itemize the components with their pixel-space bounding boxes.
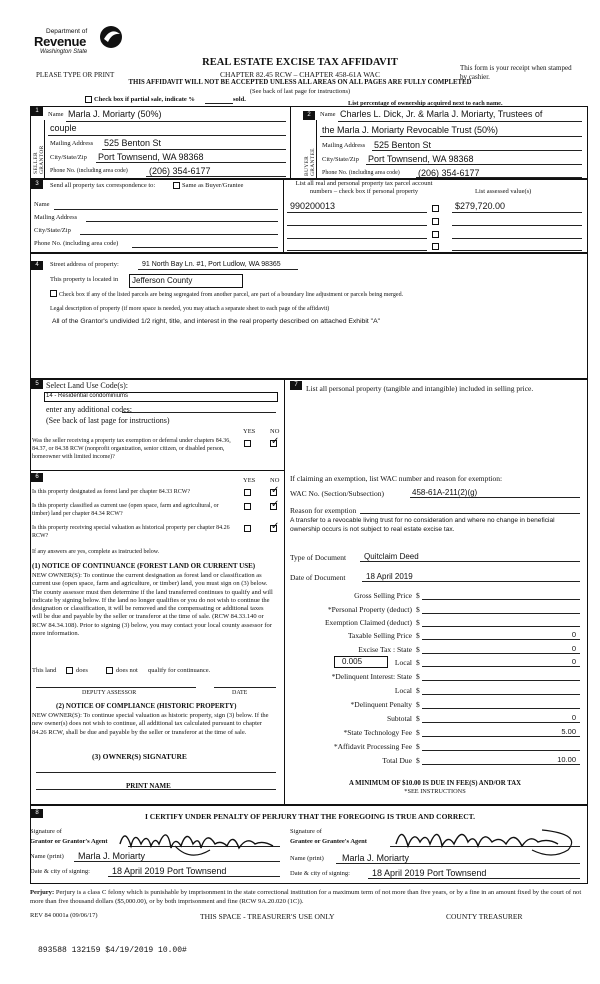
section-4-num: 4 — [31, 261, 43, 270]
grantor-date[interactable]: 18 April 2019 Port Townsend — [112, 866, 227, 876]
s6-q2-yes[interactable] — [244, 503, 251, 510]
s6-q3-yes[interactable] — [244, 525, 251, 532]
buyer-city-label: City/State/Zip — [322, 156, 359, 163]
grantor-sig-label2: Grantor or Grantor's Agent — [30, 838, 108, 845]
tax-label-affidavit: *Affidavit Processing Fee — [333, 742, 412, 751]
buyer-mail[interactable]: 525 Benton St — [374, 140, 432, 150]
wac-value[interactable]: 458-61A-211(2)(g) — [412, 488, 478, 497]
buyer-phone-label: Phone No. (including area code) — [322, 170, 400, 176]
s6-q2-no[interactable] — [270, 503, 277, 510]
tax-label-subtotal: Subtotal — [386, 714, 412, 723]
buyer-mail-label: Mailing Address — [322, 142, 366, 149]
compliance-text: NEW OWNER(S): To continue special valuation as historic property, sign (3) below. If the new owner(s) does not wish to continue, all additional tax calculated pursuant to chapter 84.26 RCW, shall be due and payable by the seller or transferor at the time of sale. — [32, 712, 269, 736]
tax-line-delinq-pen — [422, 708, 580, 709]
section-6-num: 6 — [31, 473, 43, 482]
corr-mail-label: Mailing Address — [34, 214, 78, 221]
parcel-number[interactable]: 990200013 — [290, 201, 336, 211]
tax-line-personal — [422, 613, 580, 614]
personal-property-checkbox-1[interactable] — [432, 205, 439, 212]
sold-label: sold. — [233, 96, 246, 103]
section-4-box — [30, 252, 588, 380]
reason-value[interactable]: A transfer to a revocable living trust for no consideration and where no change in beneficial ownership occurs is not subject to real estate excise tax. — [290, 517, 555, 533]
buyer-name[interactable]: Charles L. Dick, Jr. & Marla J. Moriarty, Trustees of — [340, 109, 543, 119]
tax-line-delinq-local — [422, 694, 580, 695]
s6-q1-no[interactable] — [270, 489, 277, 496]
tax-line-taxable — [422, 639, 580, 640]
tax-label-delinq-int: *Delinquent Interest: State — [331, 672, 412, 681]
tax-value-excise-state[interactable]: 0 — [571, 644, 576, 653]
dor-line1: Department of — [46, 28, 88, 35]
perjury-text — [30, 888, 586, 906]
grantor-name-label: Name (print) — [30, 853, 64, 860]
tax-line-excise-state — [422, 653, 580, 654]
tax-line-gross — [422, 599, 580, 600]
seller-mail-label: Mailing Address — [50, 140, 94, 147]
receipt-note: This form is your receipt when stamped by cashier. — [460, 64, 572, 81]
tax-line-subtotal — [422, 722, 580, 723]
legal-value[interactable]: All of the Grantor's undivided 1/2 right, title, and interest in the real property described on attached Exhibit "A" — [52, 318, 381, 325]
reason-label: Reason for exemption — [290, 506, 357, 515]
same-as-buyer-checkbox[interactable] — [173, 182, 180, 189]
section-7-num: 7 — [290, 381, 302, 390]
tax-value-tech[interactable]: 5.00 — [561, 727, 576, 736]
ownership-note: List percentage of ownership acquired next to each name. — [348, 100, 503, 107]
buyer-city[interactable]: Port Townsend, WA 98368 — [368, 154, 474, 164]
partial-sale-checkbox[interactable] — [85, 96, 92, 103]
land-use-value[interactable]: 14 - Residential condominiums — [46, 393, 129, 399]
dor-line3: Washington State — [40, 49, 88, 55]
form-title: REAL ESTATE EXCISE TAX AFFIDAVIT — [202, 57, 398, 68]
section-2-num: 2 — [303, 111, 315, 120]
tax-currency-taxable: $ — [416, 631, 420, 640]
buyer-name-label: Name — [320, 111, 336, 118]
s6-yes: YES — [243, 477, 256, 484]
tax-currency-excise-state: $ — [416, 645, 420, 654]
tax-currency-delinq-pen: $ — [416, 700, 420, 709]
segregated-label: Check box if any of the listed parcels are being segregated from another parcel, are part of a boundary line adjustment or parcels being merged. — [59, 292, 404, 298]
tax-label-gross: Gross Selling Price — [354, 591, 412, 600]
this-land-label: This land — [32, 667, 57, 674]
deputy-assessor: DEPUTY ASSESSOR — [82, 690, 137, 696]
form-warning: THIS AFFIDAVIT WILL NOT BE ACCEPTED UNLESS ALL AREAS ON ALL PAGES ARE FULLY COMPLETED — [128, 79, 472, 86]
see-back-5: (See back of last page for instructions) — [46, 416, 170, 425]
exemption-prompt: If claiming an exemption, list WAC number and reason for exemption: — [290, 474, 503, 483]
grantee-name[interactable]: Marla J. Moriarty — [342, 853, 410, 863]
tax-currency-delinq-local: $ — [416, 686, 420, 695]
corr-phone-label: Phone No. (including area code) — [34, 240, 119, 247]
doc-type-label: Type of Document — [290, 553, 347, 562]
personal-property-checkbox-4[interactable] — [432, 243, 439, 250]
s5-yes-checkbox[interactable] — [244, 440, 251, 447]
tax-line-local — [422, 666, 580, 667]
parcel-header: List all real and personal property tax parcel account numbers – check box if personal property — [295, 180, 433, 195]
tax-currency-delinq-int: $ — [416, 672, 420, 681]
s6-q1: Is this property designated as forest land per chapter 84.33 RCW? — [32, 489, 191, 495]
street-value[interactable]: 91 North Bay Ln. #1, Port Ludlow, WA 98365 — [142, 261, 281, 268]
tax-value-total[interactable]: 10.00 — [557, 755, 576, 764]
county-value[interactable]: Jefferson County — [132, 276, 193, 285]
seller-side-label: SELLER GRANTOR — [33, 145, 45, 174]
qualify-label: qualify for continuance. — [148, 667, 211, 674]
grantee-date[interactable]: 18 April 2019 Port Townsend — [372, 868, 487, 878]
continuance-text: NEW OWNER(S): To continue the current designation as forest land or classification as current use (open space, farm and agriculture, or timber) land, you must sign on (3) below. The county assessor must then determine if the land transferred continues to qualify and will indicate by signing below. If the land no longer qualifies or you do not wish to continue the designation or classification, it will be removed and the compensating or additional taxes will be due and payable by the seller or transferor at the time of sale. (RCW 84.33.140 or RCW 84.34.108). Prior to signing (3) below, you may contact your local county assessor for more information. — [32, 572, 273, 638]
seller-city[interactable]: Port Townsend, WA 98368 — [98, 152, 204, 162]
minimum-due: A MINIMUM OF $10.00 IS DUE IN FEE(S) AND/OR TAX — [348, 780, 522, 787]
personal-property-label: List all personal property (tangible and intangible) included in selling price. — [306, 384, 534, 393]
tax-label-tech: *State Technology Fee — [343, 728, 412, 737]
section-3-num: 3 — [31, 180, 43, 189]
local-rate-value[interactable]: 0.005 — [342, 657, 363, 666]
please-type: PLEASE TYPE OR PRINT — [36, 71, 115, 79]
assessed-header: List assessed value(s) — [475, 188, 532, 195]
s6-if-yes: If any answers are yes, complete as instructed below. — [32, 549, 160, 555]
seller-phone[interactable]: (206) 354-6177 — [149, 166, 211, 176]
tax-label-delinq-pen: *Delinquent Penalty — [350, 700, 412, 709]
tax-value-taxable[interactable]: 0 — [571, 630, 576, 639]
rev-number: REV 84 0001a (09/06/17) — [30, 912, 98, 919]
segregated-checkbox[interactable] — [50, 290, 57, 297]
seller-name[interactable]: Marla J. Moriarty (50%) — [68, 109, 162, 119]
s5-no: NO — [270, 428, 280, 435]
section-1-num: 1 — [31, 107, 43, 116]
see-instructions: *SEE INSTRUCTIONS — [404, 788, 466, 795]
tax-currency-subtotal: $ — [416, 714, 420, 723]
print-name-label: PRINT NAME — [126, 782, 171, 790]
grantee-date-label: Date & city of signing: — [290, 870, 350, 877]
tax-line-exemption — [422, 626, 580, 627]
land-does-label: does — [76, 667, 88, 674]
s6-q3-no[interactable] — [270, 525, 277, 532]
grantee-name-label: Name (print) — [290, 855, 324, 862]
tax-label-local: Local — [394, 658, 412, 667]
additional-codes-label: enter any additional codes: — [46, 405, 132, 414]
s6-no: NO — [270, 477, 280, 484]
seller-name-label: Name — [48, 111, 64, 118]
s6-q2: Is this property classified as current use (open space, farm and agricultural, or timber) land per chapter 84.34 RCW? — [32, 503, 219, 517]
tax-label-taxable: Taxable Selling Price — [347, 631, 412, 640]
grantee-sig-label2: Grantee or Grantee's Agent — [290, 838, 367, 845]
section-5-num: 5 — [31, 380, 43, 389]
buyer-name2[interactable]: the Marla J. Moriarty Revocable Trust (50%) — [322, 125, 499, 135]
perjury-bold: Perjury: — [30, 889, 55, 896]
wac-label: WAC No. (Section/Subsection) — [290, 489, 384, 498]
tax-currency-personal: $ — [416, 605, 420, 614]
tax-label-excise-state: Excise Tax : State — [358, 645, 412, 654]
grantee-sig-label1: Signature of — [290, 828, 322, 835]
dor-line2: Revenue — [34, 34, 87, 49]
s5-no-checkbox[interactable] — [270, 440, 277, 447]
doc-type-value[interactable]: Quitclaim Deed — [364, 552, 419, 561]
doc-date-label: Date of Document — [290, 573, 346, 582]
s6-q3: Is this property receiving special valuation as historical property per chapter 84.26 RCW? — [32, 525, 230, 539]
tax-value-subtotal[interactable]: 0 — [571, 713, 576, 722]
treasurer-space: THIS SPACE - TREASURER'S USE ONLY — [200, 912, 335, 921]
tax-currency-local: $ — [416, 658, 420, 667]
grantor-date-label: Date & city of signing: — [30, 868, 90, 875]
tax-line-tech — [422, 736, 580, 737]
seller-mail[interactable]: 525 Benton St — [104, 138, 162, 148]
grantor-sig-label1: Signature of — [30, 828, 62, 835]
buyer-phone[interactable]: (206) 354-6177 — [418, 168, 480, 178]
land-use-label: Select Land Use Code(s): — [46, 381, 128, 390]
buyer-side-label: BUYER GRANTEE — [304, 148, 316, 176]
assessed-value[interactable]: $279,720.00 — [455, 201, 506, 211]
tax-line-total — [422, 764, 580, 765]
county-treasurer: COUNTY TREASURER — [446, 912, 523, 921]
form-chapter: CHAPTER 82.45 RCW – CHAPTER 458-61A WAC — [220, 70, 380, 79]
street-label: Street address of property: — [50, 261, 119, 268]
dor-logo — [34, 22, 128, 62]
tax-line-delinq-int — [422, 680, 580, 681]
section-8-num: 8 — [31, 809, 43, 818]
s5-yes: YES — [243, 428, 256, 435]
personal-property-checkbox-2[interactable] — [432, 218, 439, 225]
land-does-checkbox[interactable] — [66, 667, 73, 674]
continuance-title: (1) NOTICE OF CONTINUANCE (FOREST LAND OR CURRENT USE) — [32, 562, 256, 570]
land-does-not-label: does not — [116, 667, 138, 674]
tax-currency-total: $ — [416, 756, 420, 765]
corr-name-label: Name — [34, 201, 50, 208]
tax-currency-exemption: $ — [416, 618, 420, 627]
tax-label-exemption: Exemption Claimed (deduct) — [324, 618, 412, 627]
owner-sig-label: (3) OWNER(S) SIGNATURE — [92, 752, 187, 761]
exemption-question: Was the seller receiving a property tax exemption or deferral under chapters 84.36, 84.37, or 84.38 RCW (nonprofit organization, senior citizen, or disabled person, homeowner with limited income)? — [32, 438, 231, 460]
tax-value-local[interactable]: 0 — [571, 657, 576, 666]
partial-sale-line — [205, 103, 233, 104]
tax-line-affidavit — [422, 750, 580, 751]
send-label: Send all property tax correspondence to: — [50, 182, 156, 189]
s6-q1-yes[interactable] — [244, 489, 251, 496]
partial-sale-label: Check box if partial sale, indicate % — [94, 96, 195, 103]
seller-city-label: City/State/Zip — [50, 154, 87, 161]
form-see-back: (See back of last page for instructions) — [249, 88, 351, 95]
tax-currency-affidavit: $ — [416, 742, 420, 751]
compliance-title: (2) NOTICE OF COMPLIANCE (HISTORIC PROPERTY) — [56, 702, 237, 710]
tax-currency-gross: $ — [416, 591, 420, 600]
deputy-date: DATE — [232, 690, 248, 696]
tax-label-delinq-local: Local — [394, 686, 412, 695]
located-label: This property is located in — [50, 276, 119, 283]
grantee-signature[interactable] — [392, 820, 582, 860]
corr-city-label: City/State/Zip — [34, 227, 71, 234]
legal-label: Legal description of property (if more space is needed, you may attach a separate sheet to each page of the affidavit) — [50, 306, 330, 312]
tax-label-personal: *Personal Property (deduct) — [327, 605, 412, 614]
perjury-body: Perjury is a class C felony which is punishable by imprisonment in the state correctional institution for a maximum term of not more than five years, or by a fine in an amount fixed by the court of not more than five thousand dollars ($5,000.00), or by both imprisonment and fine (RCW 9A.20.020 (1C)). — [30, 889, 582, 905]
seller-phone-label: Phone No. (including area code) — [50, 168, 128, 174]
grantor-name[interactable]: Marla J. Moriarty — [78, 851, 146, 861]
same-as-buyer-label: Same as Buyer/Grantee — [182, 182, 244, 189]
dor-logo-icon — [96, 24, 126, 50]
cashier-stamp: 893588 132159 $4/19/2019 10.00# — [38, 946, 187, 955]
personal-property-checkbox-3[interactable] — [432, 231, 439, 238]
tax-label-total: Total Due — [382, 756, 412, 765]
seller-name2[interactable]: couple — [50, 123, 77, 133]
land-does-not-checkbox[interactable] — [106, 667, 113, 674]
tax-currency-tech: $ — [416, 728, 420, 737]
doc-date-value[interactable]: 18 April 2019 — [366, 572, 413, 581]
certify-text: I CERTIFY UNDER PENALTY OF PERJURY THAT THE FOREGOING IS TRUE AND CORRECT. — [144, 812, 475, 821]
